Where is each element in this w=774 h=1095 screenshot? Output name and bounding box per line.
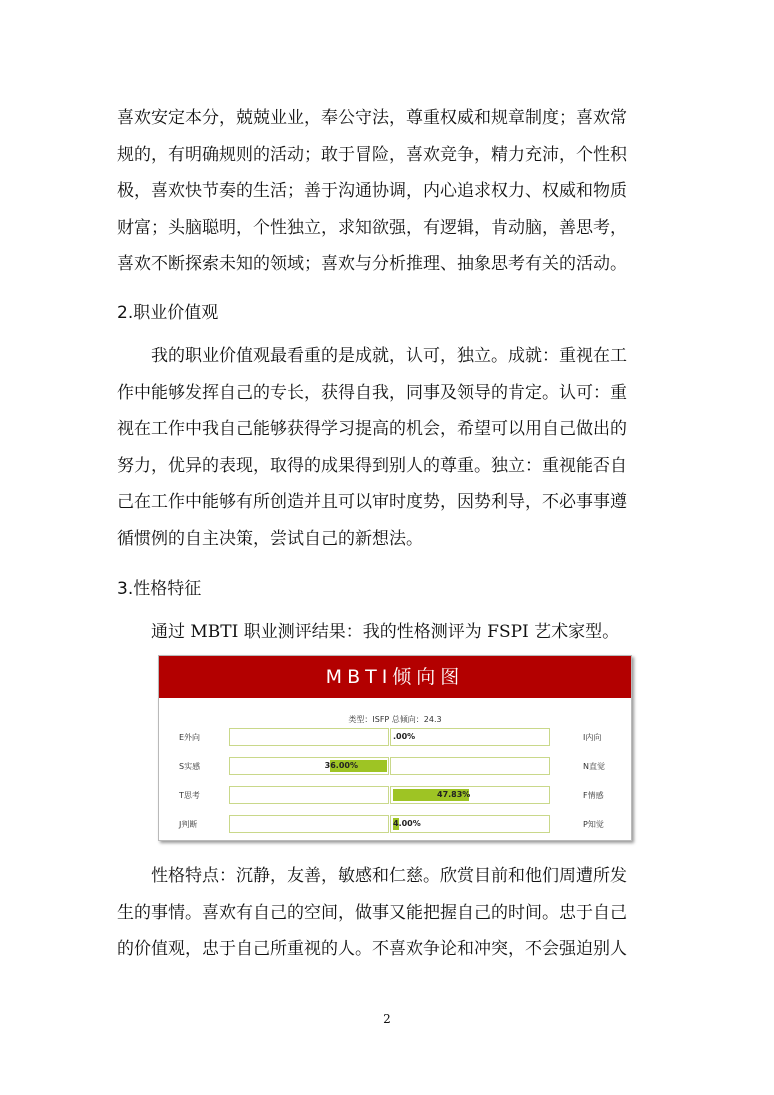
mbti-right-label: P知觉	[583, 820, 604, 829]
text-line: 视在工作中我自己能够获得学习提高的机会，希望可以用自己做出的	[117, 419, 627, 439]
mbti-left-bar	[229, 757, 389, 775]
mbti-left-label: S实感	[179, 762, 201, 771]
mbti-chart-title: MBTI倾向图	[159, 656, 631, 698]
text-line: 喜欢不断探索未知的领域；喜欢与分析推理、抽象思考有关的活动。	[117, 254, 627, 274]
text-line: 我的职业价值观最看重的是成就，认可，独立。成就：重视在工	[151, 346, 627, 366]
paragraph-interests	[117, 100, 662, 283]
text-line: 通过 MBTI 职业测评结果：我的性格测评为 FSPI 艺术家型。	[151, 622, 620, 642]
mbti-right-bar	[390, 757, 550, 775]
text-line: 极，喜欢快节奏的生活；善于沟通协调，内心追求权力、权威和物质	[117, 181, 627, 201]
mbti-left-label: J判断	[179, 820, 198, 829]
mbti-right-percent: 4.00%	[393, 819, 421, 828]
mbti-right-percent: .00%	[393, 732, 416, 741]
mbti-left-percent: 36.00%	[324, 761, 358, 770]
text-line: 己在工作中能够有所创造并且可以审时度势，因势利导，不必事事遵	[117, 492, 627, 512]
page-number: 2	[383, 1012, 391, 1026]
text-line: 循惯例的自主决策，尝试自己的新想法。	[117, 528, 423, 549]
text-line: 规的，有明确规则的活动；敢于冒险，喜欢竞争，精力充沛，个性积	[117, 144, 627, 165]
paragraph-mbti-intro	[117, 614, 662, 651]
mbti-left-label: E外向	[179, 733, 201, 742]
text-line: 努力，优异的表现，取得的成果得到别人的尊重。独立：重视能否自	[117, 455, 627, 476]
mbti-right-percent: 47.83%	[437, 790, 471, 799]
text-line: 财富；头脑聪明，个性独立，求知欲强，有逻辑，肯动脑，善思考，	[117, 217, 627, 238]
mbti-right-label: F情感	[583, 791, 604, 800]
paragraph-career-values	[117, 338, 662, 557]
section-heading-personality: 3.性格特征	[117, 579, 202, 599]
text-line: 的价值观，忠于自己所重视的人。不喜欢争论和冲突，不会强迫别人	[117, 939, 627, 959]
paragraph-personality-traits	[117, 858, 662, 968]
mbti-right-label: I内向	[583, 733, 602, 742]
section-heading-career-values: 2.职业价值观	[117, 303, 219, 323]
mbti-left-bar	[229, 815, 389, 833]
text-line: 性格特点：沉静，友善，敏感和仁慈。欣赏目前和他们周遭所发	[151, 866, 627, 886]
mbti-chart	[158, 655, 632, 841]
mbti-chart-subtitle: 类型：ISFP 总倾向：24.3	[348, 715, 442, 724]
text-line: 作中能够发挥自己的专长，获得自我，同事及领导的肯定。认可：重	[117, 382, 627, 403]
mbti-right-bar	[390, 728, 550, 746]
mbti-left-bar	[229, 728, 389, 746]
mbti-right-bar	[390, 815, 550, 833]
mbti-right-bar	[390, 786, 550, 804]
text-line: 喜欢安定本分，兢兢业业，奉公守法，尊重权威和规章制度；喜欢常	[117, 108, 627, 128]
mbti-left-label: T思考	[179, 791, 200, 800]
mbti-right-label: N直觉	[583, 762, 605, 771]
mbti-left-bar	[229, 786, 389, 804]
text-line: 生的事情。喜欢有自己的空间，做事又能把握自己的时间。忠于自己	[117, 902, 627, 923]
